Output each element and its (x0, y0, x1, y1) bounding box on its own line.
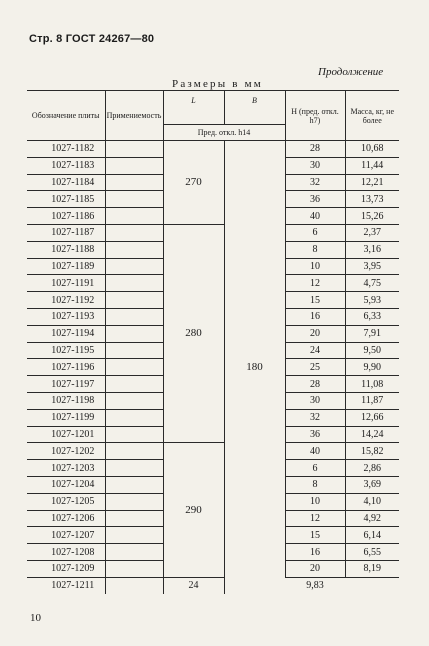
applicability-cell (105, 560, 163, 577)
mass-cell: 5,93 (345, 292, 399, 309)
table-row (27, 443, 399, 460)
applicability-cell (105, 577, 163, 593)
table-row (27, 577, 399, 593)
mass-cell: 4,10 (345, 493, 399, 510)
plate-code: 1027-1187 (27, 224, 105, 241)
length-cell: 270 (163, 141, 224, 225)
mass-cell: 11,44 (345, 157, 399, 174)
mass-cell: 15,82 (345, 443, 399, 460)
mass-cell: 14,24 (345, 426, 399, 443)
plate-code: 1027-1206 (27, 510, 105, 527)
applicability-cell (105, 544, 163, 561)
mass-cell: 9,90 (345, 359, 399, 376)
height-cell: 40 (285, 443, 345, 460)
plate-code: 1027-1201 (27, 426, 105, 443)
applicability-cell (105, 342, 163, 359)
height-cell: 32 (285, 409, 345, 426)
mass-cell: 9,50 (345, 342, 399, 359)
height-cell: 6 (285, 460, 345, 477)
height-cell: 12 (285, 275, 345, 292)
applicability-cell (105, 258, 163, 275)
dimensions-title: Размеры в мм (172, 78, 263, 90)
mass-cell: 8,19 (345, 560, 399, 577)
mass-cell: 12,66 (345, 409, 399, 426)
plate-code: 1027-1193 (27, 308, 105, 325)
mass-cell: 6,14 (345, 527, 399, 544)
applicability-cell (105, 476, 163, 493)
applicability-cell (105, 376, 163, 393)
plate-code: 1027-1209 (27, 560, 105, 577)
mass-cell: 2,37 (345, 224, 399, 241)
mass-cell: 15,26 (345, 208, 399, 225)
applicability-cell (105, 208, 163, 225)
plate-code: 1027-1199 (27, 409, 105, 426)
plate-code: 1027-1188 (27, 241, 105, 258)
height-cell: 24 (285, 342, 345, 359)
height-cell: 8 (285, 476, 345, 493)
header-mass: Масса, кг, не более (345, 91, 399, 141)
height-cell: 24 (163, 577, 224, 593)
applicability-cell (105, 460, 163, 477)
applicability-cell (105, 191, 163, 208)
plate-code: 1027-1198 (27, 392, 105, 409)
applicability-cell (105, 292, 163, 309)
applicability-cell (105, 325, 163, 342)
plate-code: 1027-1194 (27, 325, 105, 342)
height-cell: 30 (285, 392, 345, 409)
mass-cell: 3,95 (345, 258, 399, 275)
applicability-cell (105, 241, 163, 258)
mass-cell: 4,92 (345, 510, 399, 527)
height-cell: 15 (285, 527, 345, 544)
plate-code: 1027-1204 (27, 476, 105, 493)
applicability-cell (105, 527, 163, 544)
applicability-cell (105, 510, 163, 527)
header-code: Обозначение плиты (27, 91, 105, 141)
applicability-cell (105, 409, 163, 426)
table-body (27, 141, 399, 594)
header-B: B (224, 91, 285, 125)
applicability-cell (105, 443, 163, 460)
height-cell: 20 (285, 325, 345, 342)
applicability-cell (105, 493, 163, 510)
plate-code: 1027-1185 (27, 191, 105, 208)
length-cell: 290 (163, 443, 224, 577)
height-cell: 32 (285, 174, 345, 191)
plate-code: 1027-1184 (27, 174, 105, 191)
page-header: Стр. 8 ГОСТ 24267—80 (29, 33, 155, 45)
mass-cell: 9,83 (306, 580, 324, 592)
height-cell: 16 (285, 308, 345, 325)
plate-code: 1027-1186 (27, 208, 105, 225)
plate-code: 1027-1203 (27, 460, 105, 477)
mass-cell: 6,55 (345, 544, 399, 561)
mass-cell: 10,68 (345, 141, 399, 158)
plate-code: 1027-1195 (27, 342, 105, 359)
mass-cell: 6,33 (345, 308, 399, 325)
plate-code: 1027-1192 (27, 292, 105, 309)
height-cell: 25 (285, 359, 345, 376)
mass-cell: 3,16 (345, 241, 399, 258)
height-cell: 10 (285, 258, 345, 275)
height-cell: 20 (285, 560, 345, 577)
applicability-cell (105, 308, 163, 325)
plates-table (27, 90, 399, 594)
width-cell: 180 (246, 360, 263, 373)
mass-cell: 11,08 (345, 376, 399, 393)
plate-code: 1027-1202 (27, 443, 105, 460)
plate-code: 1027-1211 (51, 580, 95, 592)
applicability-cell (105, 359, 163, 376)
mass-cell: 4,75 (345, 275, 399, 292)
height-cell: 6 (285, 224, 345, 241)
height-cell: 28 (285, 376, 345, 393)
applicability-cell (105, 224, 163, 241)
header-L: L (163, 91, 224, 125)
plate-code: 1027-1189 (27, 258, 105, 275)
applicability-cell (105, 392, 163, 409)
height-cell: 28 (285, 141, 345, 158)
mass-cell: 3,69 (345, 476, 399, 493)
applicability-cell (105, 157, 163, 174)
mass-cell: 11,87 (345, 392, 399, 409)
height-cell: 12 (285, 510, 345, 527)
plate-code: 1027-1183 (27, 157, 105, 174)
table-row (27, 224, 399, 241)
height-cell: 15 (285, 292, 345, 309)
height-cell: 40 (285, 208, 345, 225)
length-cell: 280 (163, 224, 224, 442)
table-header (27, 91, 399, 141)
header-tolerance: Пред. откл. h14 (163, 125, 285, 141)
plate-code: 1027-1197 (27, 376, 105, 393)
mass-cell: 7,91 (345, 325, 399, 342)
height-cell: 30 (285, 157, 345, 174)
applicability-cell (105, 426, 163, 443)
applicability-cell (105, 174, 163, 191)
plate-code: 1027-1205 (27, 493, 105, 510)
height-cell: 36 (285, 426, 345, 443)
applicability-cell (105, 141, 163, 158)
page-number: 10 (30, 612, 41, 624)
height-cell: 36 (285, 191, 345, 208)
height-cell: 10 (285, 493, 345, 510)
plate-code: 1027-1182 (27, 141, 105, 158)
plate-code: 1027-1208 (27, 544, 105, 561)
height-cell: 16 (285, 544, 345, 561)
mass-cell: 13,73 (345, 191, 399, 208)
applicability-cell (105, 275, 163, 292)
header-applicability: Примениемость (105, 91, 163, 141)
mass-cell: 12,21 (345, 174, 399, 191)
continuation-label: Продолжение (318, 66, 384, 78)
height-cell: 8 (285, 241, 345, 258)
table-row (27, 141, 399, 158)
plate-code: 1027-1207 (27, 527, 105, 544)
plate-code: 1027-1196 (27, 359, 105, 376)
header-H: H (пред. откл. h7) (285, 91, 345, 141)
plate-code: 1027-1191 (27, 275, 105, 292)
mass-cell: 2,86 (345, 460, 399, 477)
